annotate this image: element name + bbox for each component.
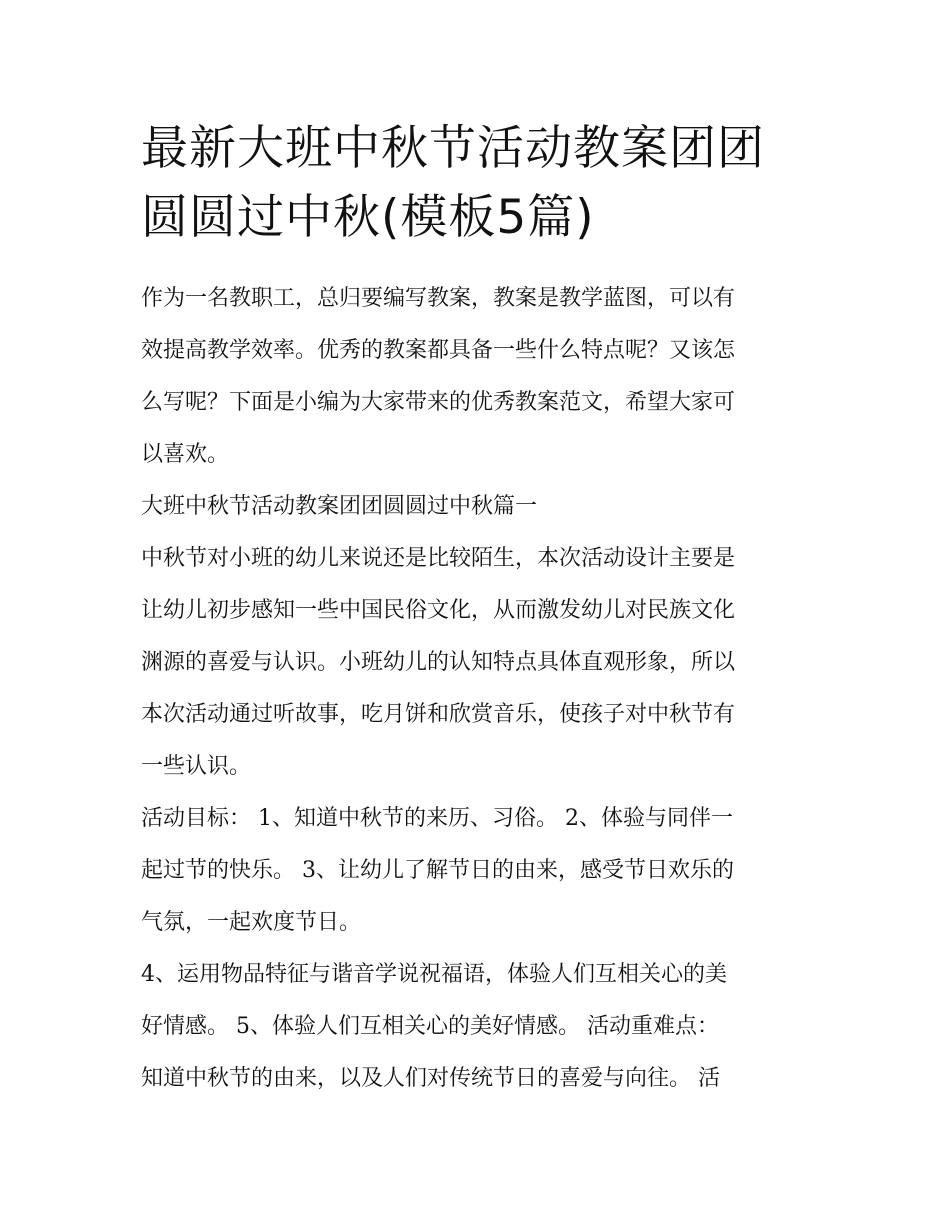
section-paragraph-background: 中秋节对小班的幼儿来说还是比较陌生，本次活动设计主要是 让幼儿初步感知一些中国民俗文化，从而激发幼儿对民族文化 渊源的喜爱与认识。小班幼儿的认知特点具体直观形象，所以 本次活动通过听故事，吃月饼和欣赏音乐，使孩子对中秋节有 一些认识。 (141, 546, 736, 779)
section-paragraph-goals: 活动目标： 1、知道中秋节的来历、习俗。 2、体验与同伴一 起过节的快乐。 3、让幼儿了解节日的由来，感受节日欢乐的 气氛，一起欢度节日。 (141, 806, 734, 935)
section-heading-1: 大班中秋节活动教案团团圆圆过中秋篇一 (141, 494, 538, 519)
intro-paragraph: 作为一名教职工，总归要编写教案，教案是教学蓝图，可以有 效提高教学效率。优秀的教案都具备一些什么特点呢？又该怎 么写呢？下面是小编为大家带来的优秀教案范文，希望大家可 以喜欢。 (141, 286, 736, 467)
document-title: 最新大班中秋节活动教案团团 圆圆过中秋(模板5篇) (141, 121, 765, 245)
section-paragraph-goals-continued: 4、运用物品特征与谐音学说祝福语，体验人们互相关心的美 好情感。 5、体验人们互相关心的美好情感。 活动重难点： 知道中秋节的由来，以及人们对传统节日的喜爱与向往。 活 (141, 962, 727, 1091)
